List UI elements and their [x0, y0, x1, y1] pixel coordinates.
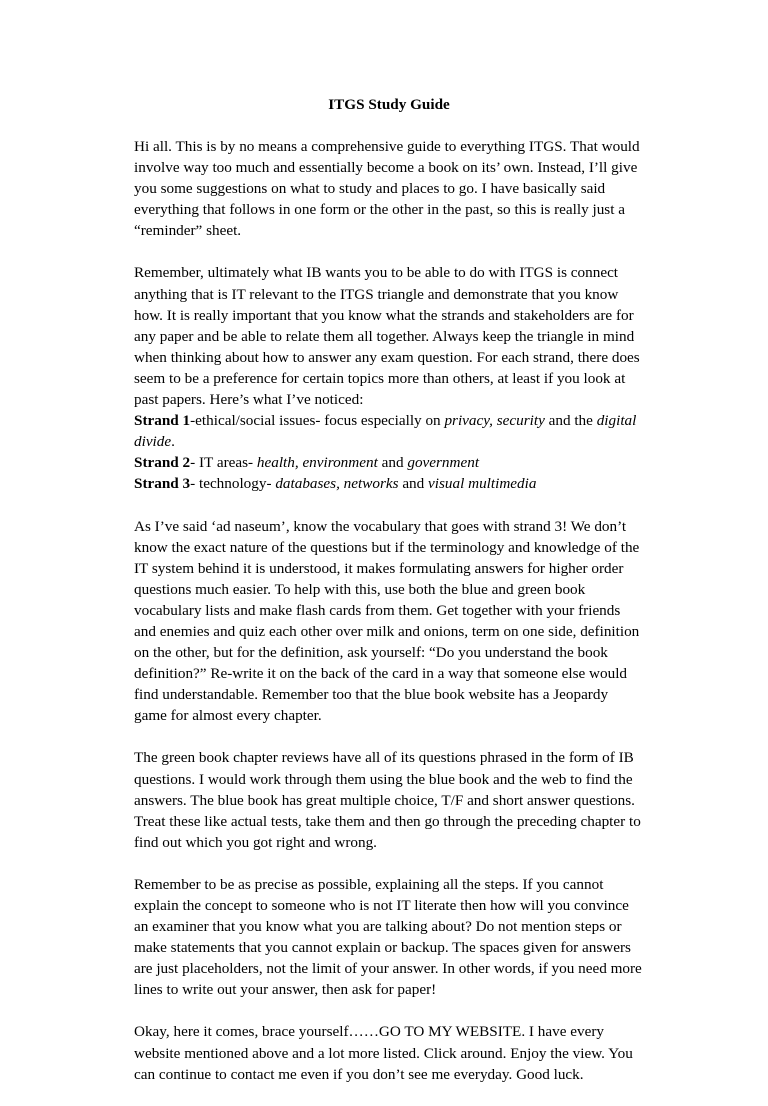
document-title: ITGS Study Guide [328, 96, 450, 113]
strand-1-label: Strand 1 [134, 412, 191, 430]
paragraph-vocabulary: As I’ve said ‘ad naseum’, know the vocabulary that goes with strand 3! We don’t know the exact nature of the questions but if the terminology and knowledge of the IT system behind it is understood, it makes formulating answers for higher order questions much easier. To help with this, use both the blue and green book vocabulary lists and make flash cards from them. Get together with your friends and enemies and quiz each other over milk and onions, term on one side, definition on the other, but for the definition, ask yourself: “Do you understand the book definition?” Re-write it on the back of the card in a way that someone else would find understandable. Remember too that the blue book website has a Jeopardy game for almost every chapter. [134, 517, 640, 725]
paragraph-green-book: The green book chapter reviews have all of its questions phrased in the form of IB questions. I would work through them using the blue book and the web to find the answers. The blue book has great multiple choice, T/F and short answer questions. Treat these like actual tests, take them and then go through the preceding chapter to find out which you got right and wrong. [134, 749, 641, 851]
strand-1-line [134, 410, 644, 452]
strand-2-topics: health, environment [256, 454, 378, 472]
paragraph-website: Okay, here it comes, brace yourself……GO TO MY WEBSITE. I have every website mentioned above and a lot more listed. Click around. Enjoy the view. You can continue to contact me even if you don’t see me everyday. Good luck. [134, 1023, 633, 1083]
strand-list [134, 410, 644, 494]
strand-2-topic-government: government [407, 454, 480, 472]
strand-2-mid: and [377, 454, 408, 472]
paragraph-precision: Remember to be as precise as possible, explaining all the steps. If you cannot explain the concept to someone who is not IT literate then how will you convince an examiner that you know what you are talking about? Do not mention steps or make statements that you cannot explain or backup. The spaces given for answers are just placeholders, not the limit of your answer. In other words, if you need more lines to write out your answer, then ask for paper! [134, 875, 642, 999]
document-body [134, 94, 644, 1106]
strand-3-lead: - technology- [190, 475, 276, 493]
paragraph-intro: Hi all. This is by no means a comprehensive guide to everything ITGS. That would involve way too much and essentially become a book on its’ own. Instead, I’ll give you some suggestions on what to study and places to go. I have basically said everything that follows in one form or the other in the past, so this is really just a “reminder” sheet. [134, 138, 640, 240]
strand-3-topics: databases, networks [275, 475, 399, 493]
strand-2-lead: - IT areas- [190, 454, 257, 472]
strand-3-line [134, 473, 644, 494]
strand-1-lead: -ethical/social issues- focus especially on [190, 412, 445, 430]
strand-2-label: Strand 2 [134, 454, 191, 472]
paragraph-triangle: Remember, ultimately what IB wants you to be able to do with ITGS is connect anything that is IT relevant to the ITGS triangle and demonstrate that you know how. It is really important that you know what the strands and stakeholders are for any paper and be able to relate them all together. Always keep the triangle in mind when thinking about how to answer any exam question. For each strand, there does seem to be a preference for certain topics more than others, at least if you look at past papers. Here’s what I’ve noticed: [134, 264, 640, 409]
strand-1-topic-digital-divide: digital divide [134, 412, 637, 451]
strand-1-mid: and the [544, 412, 597, 430]
strand-3-label: Strand 3 [134, 475, 191, 493]
strand-1-topics: privacy, security [444, 412, 545, 430]
strand-2-line [134, 452, 644, 473]
strand-1-tail: . [171, 433, 175, 451]
strand-3-topic-visual-multimedia: visual multimedia [428, 475, 537, 493]
strand-3-mid: and [398, 475, 429, 493]
